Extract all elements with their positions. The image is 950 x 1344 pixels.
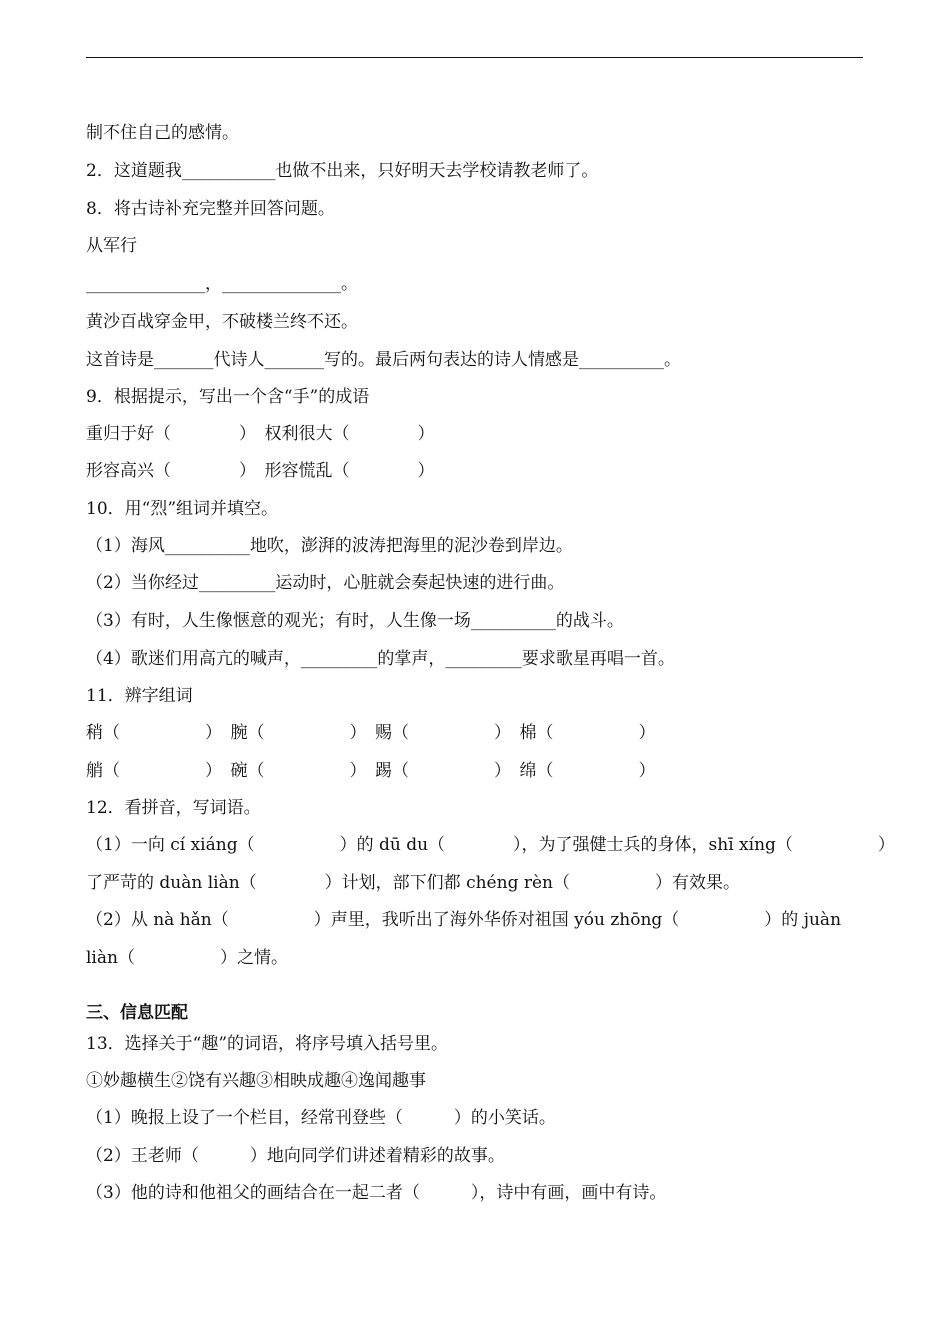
header-rule <box>86 57 863 58</box>
text-line: （3）他的诗和他祖父的画结合在一起二者（ ），诗中有画，画中有诗。 <box>86 1183 667 1203</box>
text-line: ______________，______________。 <box>86 274 358 294</box>
text-line: （1）晚报上设了一个栏目，经常刊登些（ ）的小笑话。 <box>86 1108 556 1128</box>
text-line: 从军行 <box>86 236 137 256</box>
text-line: （1）一向 cí xiáng（ ）的 dū du（ ），为了强健士兵的身体，shī xíng（ ） <box>86 835 895 855</box>
text-line: ①妙趣横生②饶有兴趣③相映成趣④逸闻趣事 <box>86 1071 426 1091</box>
text-line: 12．看拼音，写词语。 <box>86 798 261 818</box>
text-line: 重归于好（ ） 权利很大（ ） <box>86 424 435 444</box>
text-line: 8．将古诗补充完整并回答问题。 <box>86 199 335 219</box>
text-line: liàn（ ）之情。 <box>86 948 288 968</box>
section-heading: 三、信息匹配 <box>86 1003 188 1023</box>
text-line: 这首诗是_______代诗人_______写的。最后两句表达的诗人情感是__________。 <box>86 350 681 370</box>
text-line: 11．辨字组词 <box>86 686 193 706</box>
text-line: （2）从 nà hǎn（ ）声里，我听出了海外华侨对祖国 yóu zhōng（ ）的 juàn <box>86 910 842 930</box>
text-line: 2．这道题我___________也做不出来，只好明天去学校请教老师了。 <box>86 161 599 181</box>
text-line: 稍（ ） 腕（ ） 赐（ ） 棉（ ） <box>86 723 656 743</box>
text-line: 了严苛的 duàn liàn（ ）计划，部下们都 chéng rèn（ ）有效果。 <box>86 873 740 893</box>
text-line: 艄（ ） 碗（ ） 踢（ ） 绵（ ） <box>86 761 656 781</box>
text-line: 9．根据提示，写出一个含“手”的成语 <box>86 387 370 407</box>
text-line: 制不住自己的感情。 <box>86 123 239 143</box>
text-line: 黄沙百战穿金甲，不破楼兰终不还。 <box>86 312 358 332</box>
text-line: （4）歌迷们用高亢的喊声，_________的掌声，_________要求歌星再唱一首。 <box>86 649 675 669</box>
text-line: （2）当你经过_________运动时，心脏就会奏起快速的进行曲。 <box>86 573 565 593</box>
text-line: 10．用“烈”组词并填空。 <box>86 499 279 519</box>
text-line: 13．选择关于“趣”的词语，将序号填入括号里。 <box>86 1034 449 1054</box>
text-line: （1）海风__________地吹，澎湃的波涛把海里的泥沙卷到岸边。 <box>86 536 573 556</box>
text-line: （2）王老师（ ）地向同学们讲述着精彩的故事。 <box>86 1146 505 1166</box>
text-line: 形容高兴（ ） 形容慌乱（ ） <box>86 461 435 481</box>
text-line: （3）有时，人生像惬意的观光；有时，人生像一场__________的战斗。 <box>86 611 624 631</box>
